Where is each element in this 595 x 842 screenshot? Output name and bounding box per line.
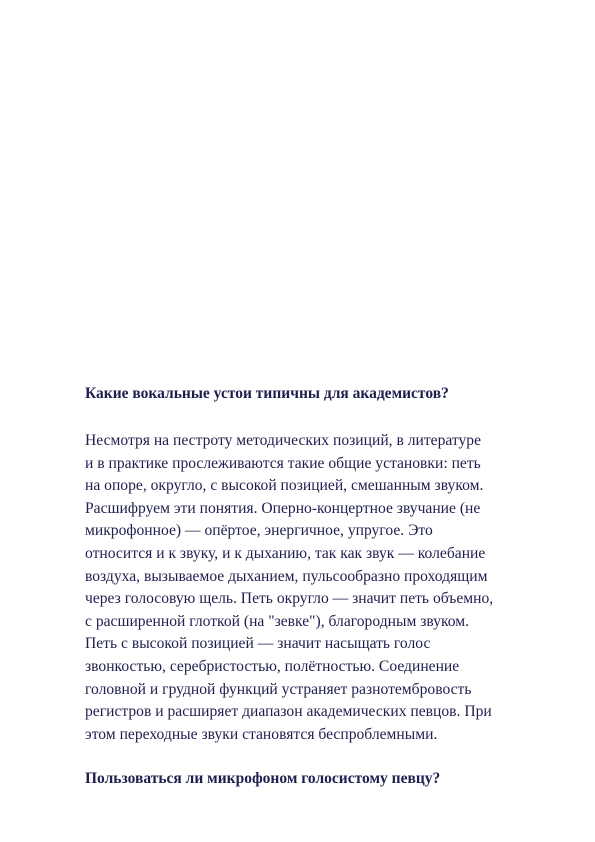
paragraph-line: через голосовую щель. Петь округло — значит петь объемно, (85, 590, 494, 608)
paragraph-line: с расширенной глоткой (на "зевке"), благородным звуком. (85, 612, 470, 630)
paragraph-line: головной и грудной функций устраняет разнотембровость (85, 680, 472, 698)
document-content (85, 384, 555, 788)
paragraph-line: этом переходные звуки становятся беспроблемными. (85, 725, 438, 743)
paragraph-line: Расшифруем эти понятия. Оперно-концертное звучание (не (85, 499, 481, 517)
paragraph-line: регистров и расширяет диапазон академических певцов. При (85, 703, 492, 721)
paragraph-line: микрофонное) — опёртое, энергичное, упругое. Это (85, 522, 433, 540)
paragraph-line: относится и к звуку, и к дыханию, так как звук — колебание (85, 544, 486, 562)
body-paragraph (85, 430, 555, 746)
section-heading-microphone: Пользоваться ли микрофоном голосистому певцу? (85, 770, 441, 788)
paragraph-line: и в практике прослеживаются такие общие установки: петь (85, 454, 481, 472)
paragraph-line: звонкостью, серебристостью, полётностью. Соединение (85, 657, 460, 675)
paragraph-line: воздуха, вызываемое дыханием, пульсообразно проходящим (85, 567, 488, 585)
paragraph-line: Несмотря на пестроту методических позиций, в литературе (85, 432, 482, 449)
paragraph-line: Петь с высокой позицией — значит насыщать голос (85, 635, 431, 653)
section-heading-vocal-foundations: Какие вокальные устои типичны для академистов? (85, 385, 449, 402)
paragraph-line: на опоре, округло, с высокой позицией, смешанным звуком. (85, 477, 484, 495)
